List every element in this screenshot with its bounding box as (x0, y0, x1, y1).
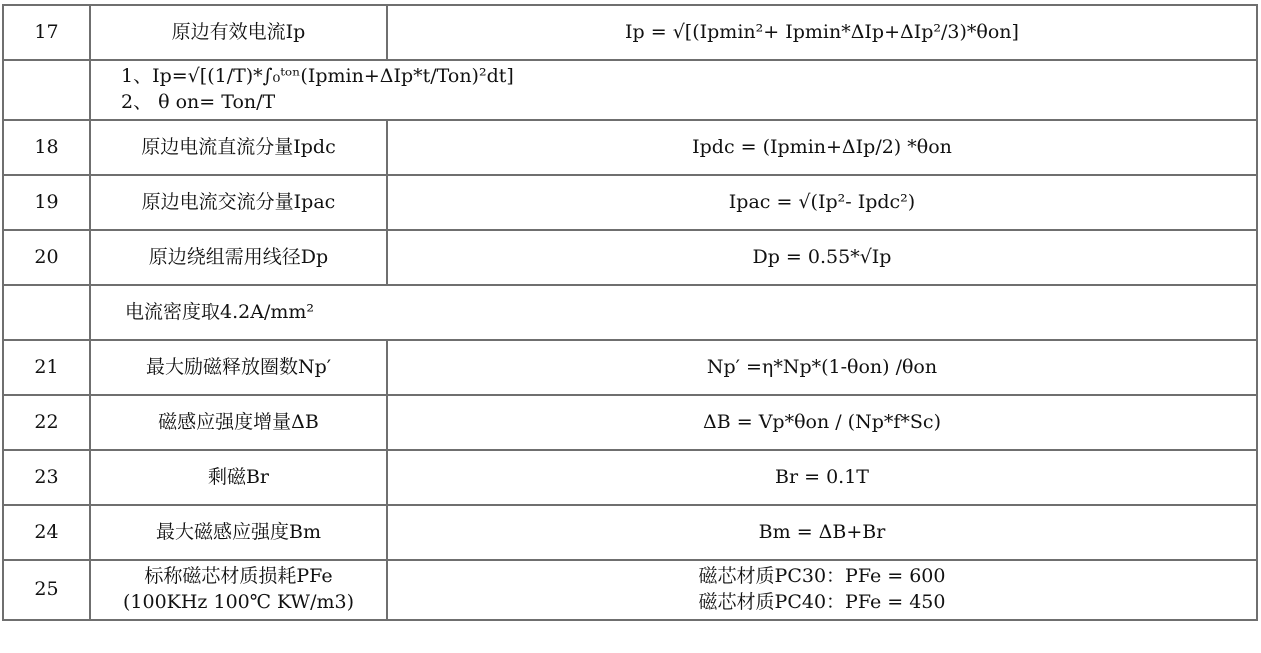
table-row (3, 120, 1257, 175)
table-row (3, 175, 1257, 230)
formula: Bm = ΔB+Br (387, 505, 1257, 560)
formula: Ipdc = (Ipmin+ΔIp/2) *θon (387, 120, 1257, 175)
parameter-name-line: 标称磁芯材质损耗PFe (144, 565, 333, 588)
row-number: 19 (3, 175, 90, 230)
parameter-name-line: (100KHz 100℃ KW/m3) (122, 591, 354, 613)
formula: Np′ =η*Np*(1-θon) /θon (387, 340, 1257, 395)
parameter-name (90, 560, 387, 620)
note-cell: 电流密度取4.2A/mm² (90, 285, 1257, 340)
parameter-name: 剩磁Br (90, 450, 387, 505)
table-row (3, 450, 1257, 505)
table-row (3, 5, 1257, 60)
row-number: 21 (3, 340, 90, 395)
table-row (3, 395, 1257, 450)
table-row (3, 560, 1257, 620)
spec-table (2, 4, 1258, 621)
parameter-name: 原边绕组需用线径Dp (90, 230, 387, 285)
note-cell (90, 60, 1257, 120)
table-row (3, 230, 1257, 285)
formula: Dp = 0.55*√Ip (387, 230, 1257, 285)
row-number-empty (3, 60, 90, 120)
row-number: 24 (3, 505, 90, 560)
row-number: 22 (3, 395, 90, 450)
note-line: 1、Ip=√[(1/T)*∫₀ᵗᵒⁿ(Ipmin+ΔIp*t/Ton)²dt] (121, 65, 514, 88)
formula: Br = 0.1T (387, 450, 1257, 505)
formula: Ip = √[(Ipmin²+ Ipmin*ΔIp+ΔIp²/3)*θon] (387, 5, 1257, 60)
row-number: 18 (3, 120, 90, 175)
parameter-name: 原边有效电流Ip (90, 5, 387, 60)
table-row (3, 340, 1257, 395)
row-number-empty (3, 285, 90, 340)
row-number: 23 (3, 450, 90, 505)
row-number: 25 (3, 560, 90, 620)
formula: Ipac = √(Ip²- Ipdc²) (387, 175, 1257, 230)
formula (387, 560, 1257, 620)
parameter-name: 最大磁感应强度Bm (90, 505, 387, 560)
formula: ΔB = Vp*θon / (Np*f*Sc) (387, 395, 1257, 450)
formula-line: 磁芯材质PC30：PFe = 600 (698, 565, 946, 588)
table-row (3, 505, 1257, 560)
parameter-name: 最大励磁释放圈数Np′ (90, 340, 387, 395)
parameter-name: 原边电流交流分量Ipac (90, 175, 387, 230)
note-line: 2、 θ on= Ton/T (121, 91, 276, 113)
row-number: 17 (3, 5, 90, 60)
parameter-name: 原边电流直流分量Ipdc (90, 120, 387, 175)
table-row (3, 285, 1257, 340)
formula-line: 磁芯材质PC40：PFe = 450 (698, 591, 946, 613)
parameter-name: 磁感应强度增量ΔB (90, 395, 387, 450)
table-row (3, 60, 1257, 120)
row-number: 20 (3, 230, 90, 285)
